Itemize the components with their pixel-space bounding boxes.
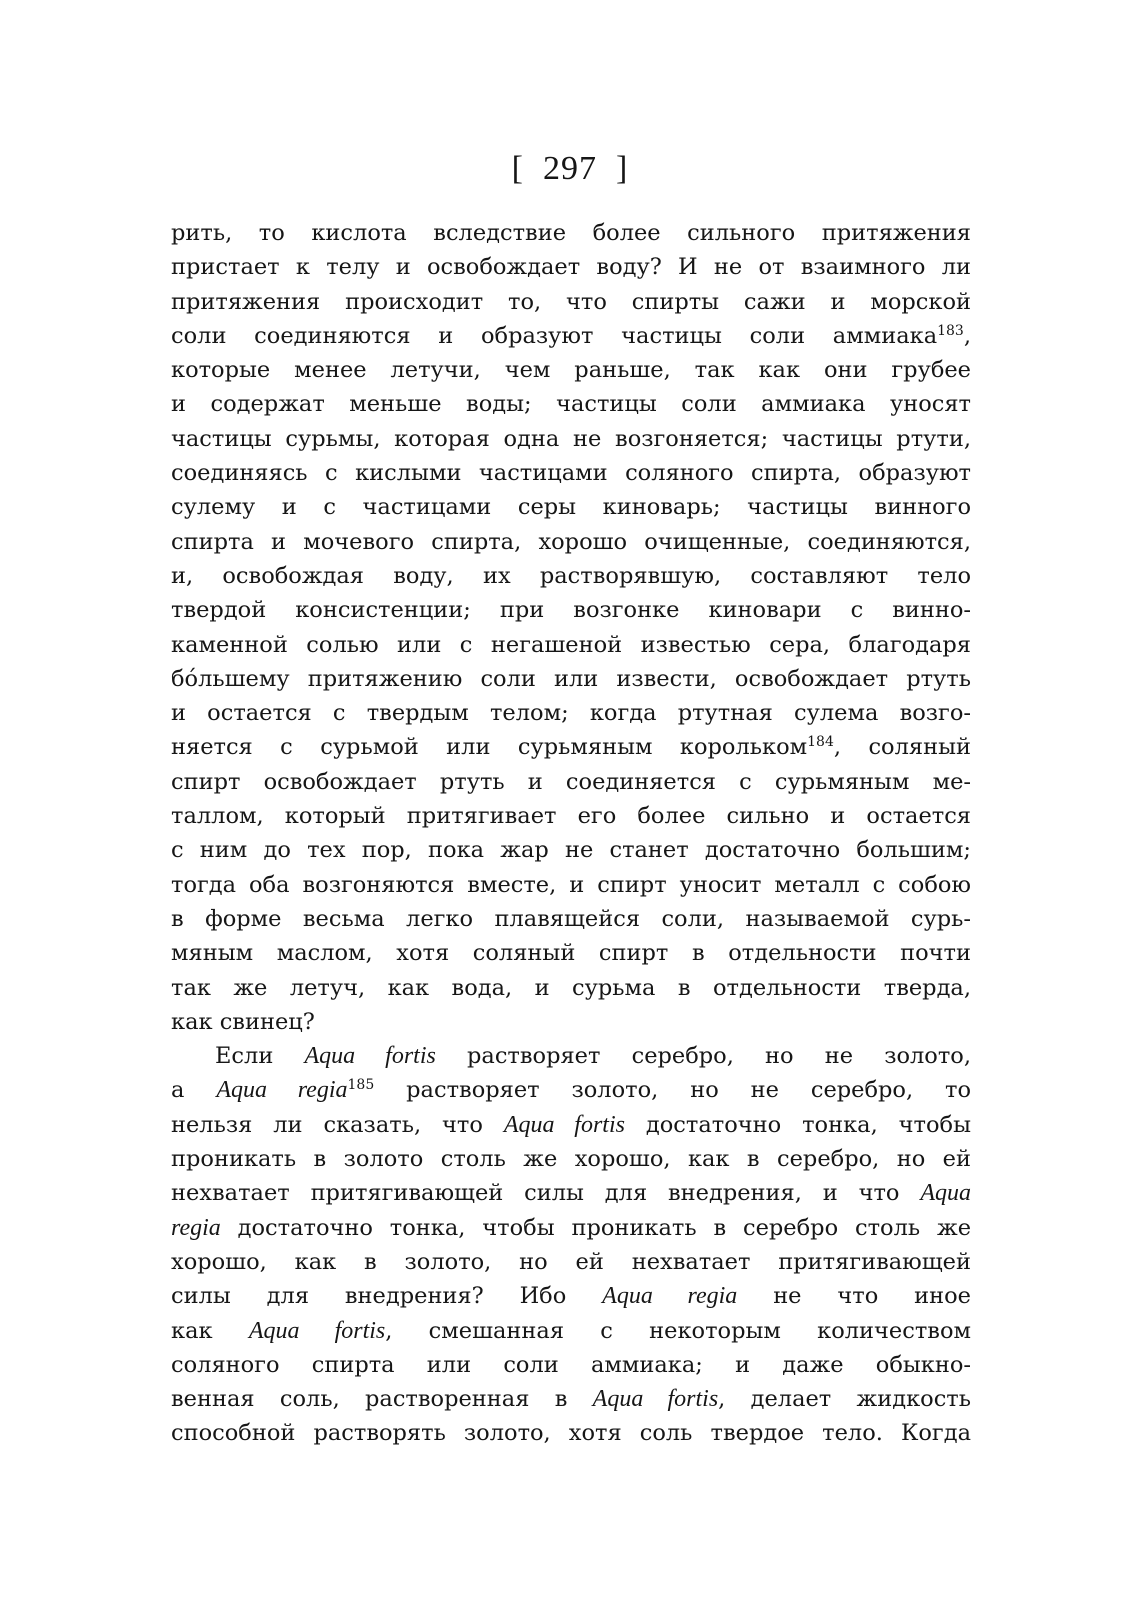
- latin-term: Aqua fortis: [592, 1386, 719, 1413]
- latin-term: Aqua fortis: [248, 1317, 386, 1344]
- text-fragment: как: [171, 1317, 213, 1344]
- text-line: и остается с твердым телом; когда ртутная сулема возго-: [171, 700, 971, 727]
- text-fragment: не что иное: [773, 1283, 971, 1310]
- text-line: частицы сурьмы, которая одна не возгоняется; частицы ртути,: [171, 425, 971, 452]
- text-fragment: Если: [215, 1043, 274, 1070]
- text-line: каменной солью или с негашеной известью сера, благодаря: [171, 631, 971, 658]
- text-line: [171, 1314, 971, 1348]
- text-fragment: растворяет золото, но не серебро, то: [406, 1077, 972, 1104]
- text-fragment: нельзя ли сказать, что: [171, 1111, 483, 1138]
- body-text: [171, 216, 971, 1451]
- text-line: с ним до тех пор, пока жар не станет достаточно большим;: [171, 837, 971, 864]
- text-fragment: , соляный: [833, 734, 971, 761]
- text-line: [171, 1039, 971, 1073]
- text-line: таллом, который притягивает его более сильно и остается: [171, 803, 971, 830]
- text-line: так же летуч, как вода, и сурьма в отдельности тверда,: [171, 974, 971, 1001]
- footnote-ref-183: 183: [937, 322, 964, 339]
- text-line: которые менее летучи, чем раньше, так как они грубее: [171, 357, 971, 384]
- text-line: пристает к телу и освобождает воду? И не от взаимного ли: [171, 254, 971, 281]
- text-fragment: достаточно тонка, чтобы: [645, 1111, 971, 1138]
- text-fragment: соли соединяются и образуют частицы соли аммиака: [171, 322, 938, 349]
- text-line: спирт освобождает ртуть и соединяется с сурьмяным ме-: [171, 768, 971, 795]
- latin-term: Aqua fortis: [503, 1111, 625, 1138]
- latin-term: Aqua: [920, 1180, 971, 1207]
- latin-term: regia: [171, 1214, 221, 1241]
- text-fragment: венная соль, растворенная в: [171, 1386, 568, 1413]
- text-line: и содержат меньше воды; частицы соли аммиака уносят: [171, 391, 971, 418]
- text-line: [171, 730, 971, 764]
- text-line: мяным маслом, хотя соляный спирт в отдельности почти: [171, 940, 971, 967]
- text-line: [171, 1279, 971, 1313]
- text-line: соляного спирта или соли аммиака; и даже обыкно-: [171, 1351, 971, 1378]
- page-number: [ 297 ]: [511, 150, 629, 187]
- text-fragment: нехватает притягивающей силы для внедрения, и что: [171, 1180, 900, 1207]
- text-line: сулему и с частицами серы киноварь; частицы винного: [171, 494, 971, 521]
- text-line: твердой консистенции; при возгонке киновари с винно-: [171, 597, 971, 624]
- text-fragment: достаточно тонка, чтобы проникать в серебро столь же: [237, 1214, 972, 1241]
- text-line: [171, 1382, 971, 1416]
- text-line: тогда оба возгоняются вместе, и спирт уносит металл с собою: [171, 871, 971, 898]
- latin-term: Aqua fortis: [304, 1043, 436, 1070]
- text-line: хорошо, как в золото, но ей нехватает притягивающей: [171, 1248, 971, 1275]
- text-fragment: а: [171, 1077, 185, 1104]
- text-line: [171, 1176, 971, 1210]
- text-fragment: растворяет серебро, но не золото,: [467, 1043, 971, 1070]
- text-fragment: , смешанная с некоторым количеством: [385, 1317, 971, 1344]
- text-line: как свинец?: [171, 1008, 315, 1035]
- text-line: притяжения происходит то, что спирты сажи и морской: [171, 288, 971, 315]
- text-fragment: няется с сурьмой или сурьмяным корольком: [171, 734, 808, 761]
- text-line: [171, 1211, 971, 1245]
- latin-term: Aqua regia: [216, 1077, 348, 1104]
- text-line: соединяясь с кислыми частицами соляного спирта, образуют: [171, 460, 971, 487]
- text-line: в форме весьма легко плавящейся соли, называемой сурь-: [171, 905, 971, 932]
- text-line: [171, 1073, 971, 1107]
- text-fragment: , делает жидкость: [718, 1386, 971, 1413]
- text-line: [171, 1108, 971, 1142]
- text-line: спирта и мочевого спирта, хорошо очищенные, соединяются,: [171, 528, 971, 555]
- footnote-ref-185: 185: [347, 1077, 375, 1094]
- latin-term: Aqua regia: [602, 1283, 738, 1310]
- text-fragment: ,: [963, 322, 971, 349]
- footnote-ref-184: 184: [807, 734, 834, 751]
- text-line: бо́льшему притяжению соли или извести, освобождает ртуть: [171, 665, 971, 692]
- text-line: [171, 319, 971, 353]
- text-line: и, освобождая воду, их растворявшую, составляют тело: [171, 562, 971, 589]
- text-line: проникать в золото столь же хорошо, как в серебро, но ей: [171, 1146, 971, 1173]
- text-fragment: силы для внедрения? Ибо: [171, 1283, 567, 1310]
- text-line: способной растворять золото, хотя соль твердое тело. Когда: [171, 1420, 971, 1447]
- text-line: рить, то кислота вследствие более сильного притяжения: [171, 220, 971, 246]
